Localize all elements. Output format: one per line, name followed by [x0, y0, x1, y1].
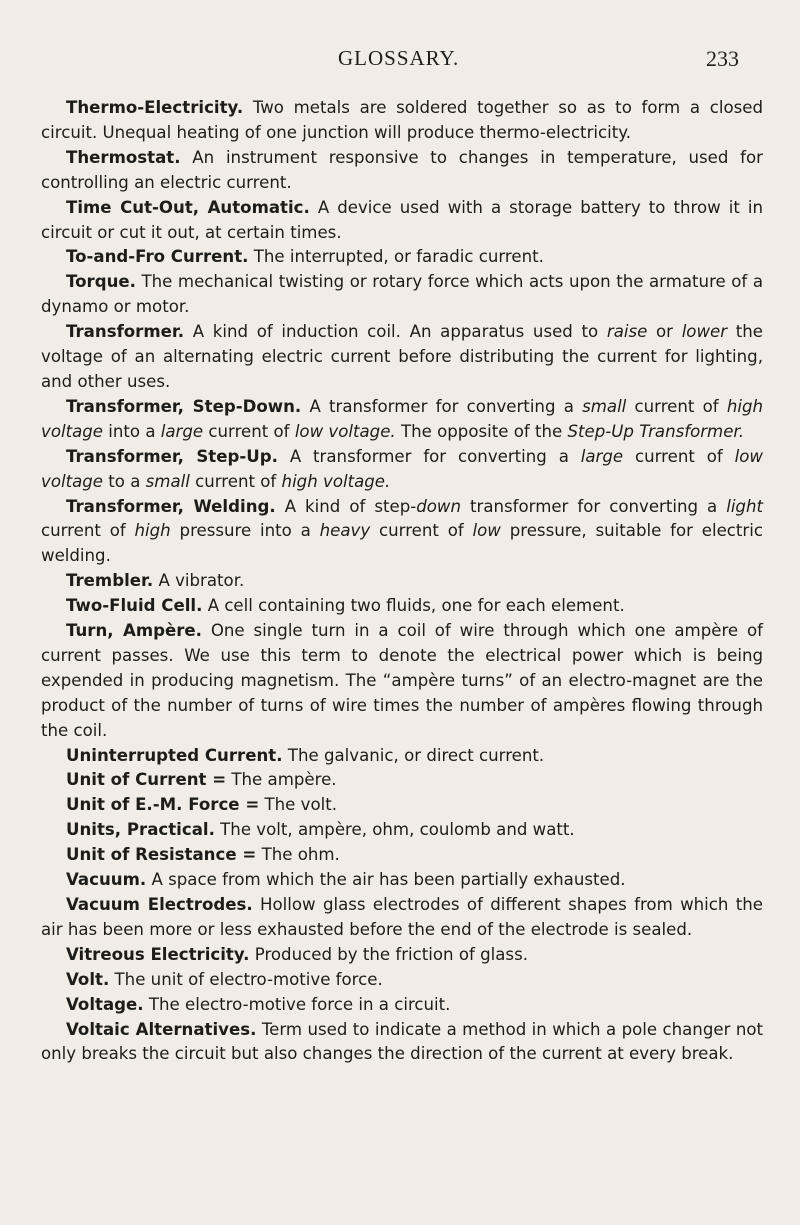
definition-emphasis: low voltage. — [294, 421, 396, 441]
definition-emphasis: down — [416, 496, 461, 516]
glossary-entry — [41, 1018, 763, 1068]
glossary-entry — [41, 843, 763, 868]
glossary-term: Units, Practical. — [66, 820, 215, 840]
glossary-body — [41, 96, 763, 1067]
page-number: 233 — [706, 46, 739, 71]
definition-text: Two metals are soldered together so as to form a closed circuit. Unequal heating of one junction will produce thermo-electricity. — [41, 98, 763, 142]
glossary-entry — [41, 943, 763, 968]
glossary-term: Uninterrupted Current. — [66, 745, 283, 765]
definition-text: A vibrator. — [158, 571, 245, 591]
definition-text: The interrupted, or faradic current. — [253, 247, 544, 267]
definition-text: current of — [370, 521, 473, 541]
definition-text: current of — [189, 471, 282, 491]
definition-text: The ohm. — [261, 845, 340, 865]
glossary-entry — [41, 569, 763, 594]
glossary-term: Transformer, Step-Down. — [66, 396, 302, 416]
glossary-entry — [41, 196, 763, 246]
glossary-term: Voltaic Alternatives. — [66, 1019, 257, 1039]
definition-text: to a — [103, 471, 146, 491]
glossary-entry — [41, 395, 763, 445]
definition-emphasis: small — [145, 471, 190, 491]
definition-text: The electro-motive force in a circuit. — [148, 994, 451, 1014]
glossary-entry — [41, 495, 763, 570]
glossary-entry — [41, 768, 763, 793]
definition-emphasis: high voltage — [41, 396, 764, 441]
glossary-term: Vacuum Electrodes. — [66, 895, 253, 914]
definition-text: the voltage of an alternating electric current before distributing the current for lighting, and other uses. — [41, 322, 763, 391]
definition-text: A kind of step- — [284, 496, 417, 516]
glossary-entry — [41, 793, 763, 818]
glossary-entry — [41, 744, 763, 769]
glossary-entry — [41, 245, 763, 270]
definition-text: The volt, ampère, ohm, coulomb and watt. — [220, 820, 575, 840]
definition-text: pressure into a — [170, 521, 320, 541]
glossary-entry — [41, 993, 763, 1018]
definition-emphasis: lower — [681, 322, 728, 342]
definition-emphasis: light — [726, 496, 763, 516]
definition-text: The mechanical twisting or rotary force which acts upon the armature of a dynamo or motor. — [41, 272, 763, 317]
glossary-entry — [41, 320, 763, 395]
definition-text: The unit of electro-motive force. — [114, 969, 383, 989]
definition-text: The volt. — [264, 795, 338, 815]
glossary-entry — [41, 619, 763, 744]
glossary-entry — [41, 818, 763, 843]
glossary-term: Two-Fluid Cell. — [66, 596, 203, 616]
glossary-entry — [41, 868, 763, 893]
glossary-term: Transformer, Step-Up. — [66, 446, 278, 466]
glossary-term: Thermo-Electricity. — [66, 98, 244, 117]
glossary-term: Vacuum. — [66, 870, 147, 890]
glossary-term: Voltage. — [66, 994, 144, 1014]
glossary-term: Vitreous Electricity. — [66, 944, 250, 964]
glossary-entry — [41, 270, 763, 320]
definition-text: A space from which the air has been partially exhausted. — [151, 870, 626, 890]
definition-text: into a — [103, 421, 161, 441]
definition-text: current of — [203, 421, 295, 441]
definition-text: current of — [623, 446, 735, 466]
definition-emphasis: raise — [606, 322, 648, 342]
glossary-term: To-and-Fro Current. — [66, 247, 249, 267]
definition-emphasis: small — [582, 396, 627, 416]
definition-emphasis: large — [580, 446, 624, 466]
definition-text: A device used with a storage battery to throw it in circuit or cut it out, at certain times. — [41, 197, 763, 242]
definition-emphasis: low — [472, 521, 501, 541]
definition-text: One single turn in a coil of wire through which one ampère of current passes. We use this term to denote the electrical power which is being expended in producing magnetism. The “ampère turns” of an electro-magnet are the product of the number of turns of wire times the number of ampères flowing through the coil. — [41, 621, 763, 740]
definition-emphasis: Step-Up Transformer. — [567, 421, 745, 441]
definition-text: pressure, suitable for electric welding. — [41, 521, 763, 566]
definition-text: or — [647, 322, 682, 342]
running-head — [0, 46, 800, 76]
definition-text: Produced by the friction of glass. — [254, 944, 528, 964]
glossary-term: Turn, Ampère. — [66, 621, 202, 641]
glossary-term: Unit of E.-M. Force = — [66, 795, 260, 815]
definition-text: current of — [626, 396, 727, 416]
glossary-term: Torque. — [66, 272, 136, 292]
glossary-entry — [41, 445, 763, 495]
definition-text: A kind of induction coil. An apparatus used to — [192, 322, 607, 342]
definition-text: An instrument responsive to changes in temperature, used for controlling an electric current. — [41, 147, 763, 192]
definition-emphasis: large — [160, 421, 204, 441]
definition-text: Term used to indicate a method in which a pole changer not only breaks the circuit but also changes the direction of the current at every break. — [41, 1019, 763, 1064]
definition-text: A transformer for converting a — [309, 396, 583, 416]
page-title: GLOSSARY. — [338, 46, 460, 70]
glossary-term: Transformer, Welding. — [66, 496, 276, 516]
definition-emphasis: high voltage. — [281, 471, 391, 491]
glossary-entry — [41, 96, 763, 146]
glossary-term: Trembler. — [66, 571, 154, 591]
glossary-entry — [41, 146, 763, 196]
definition-text: A transformer for converting a — [289, 446, 581, 466]
glossary-term: Unit of Resistance = — [66, 845, 257, 865]
glossary-term: Thermostat. — [66, 147, 181, 167]
definition-text: Hollow glass electrodes of different shapes from which the air has been more or less exhausted before the end of the electrode is sealed. — [41, 895, 764, 939]
glossary-entry — [41, 893, 763, 943]
glossary-entry — [41, 968, 763, 993]
glossary-term: Volt. — [66, 969, 110, 989]
glossary-term: Unit of Current = — [66, 770, 227, 790]
glossary-entry — [41, 594, 763, 619]
definition-text: The opposite of the — [395, 421, 568, 441]
definition-emphasis: high — [134, 521, 171, 541]
glossary-term: Transformer. — [66, 322, 185, 342]
glossary-term: Time Cut-Out, Automatic. — [66, 197, 310, 217]
definition-text: The galvanic, or direct current. — [287, 745, 545, 765]
definition-text: A cell containing two fluids, one for each element. — [207, 596, 625, 616]
definition-text: current of — [41, 521, 135, 541]
definition-emphasis: heavy — [319, 521, 371, 541]
definition-text: The ampère. — [231, 770, 337, 790]
definition-text: transformer for converting a — [461, 496, 727, 516]
definition-emphasis: low voltage — [41, 446, 763, 491]
